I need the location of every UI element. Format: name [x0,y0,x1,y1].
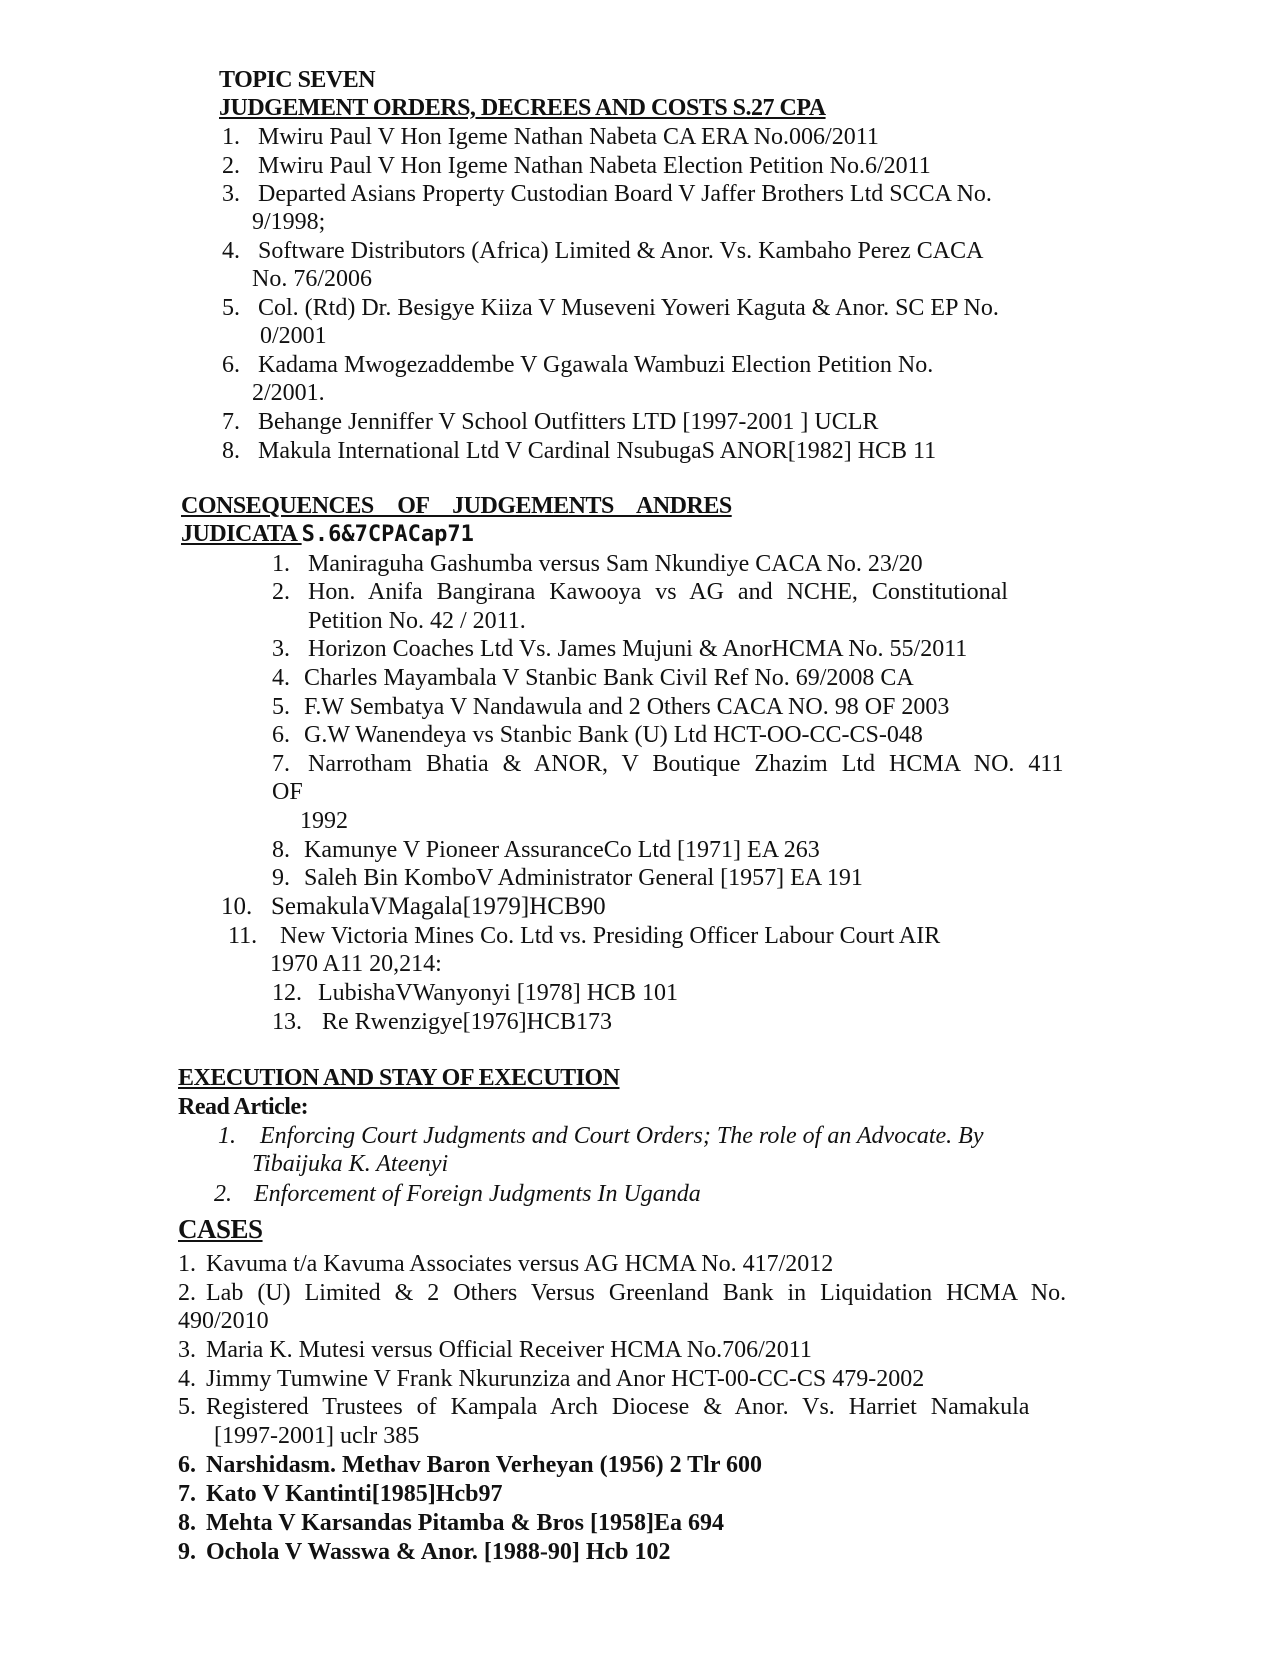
list-item: 7. Narrotham Bhatia & ANOR, V Boutique Zhazim Ltd HCMA NO. 411 [272,751,1064,777]
article-item: 2. Enforcement of Foreign Judgments In Uganda [214,1181,701,1207]
list-item-continuation: 1992 [300,808,348,834]
case-item: 4. Jimmy Tumwine V Frank Nkurunziza and Anor HCT-00-CC-CS 479-2002 [178,1366,925,1392]
list-item: 13. Re Rwenzigye[1976]HCB173 [272,1009,612,1035]
list-item: 11. New Victoria Mines Co. Ltd vs. Presiding Officer Labour Court AIR [228,923,941,949]
section3-title: EXECUTION AND STAY OF EXECUTION [178,1065,620,1091]
topic-heading: TOPIC SEVEN [219,67,376,93]
list-item: 3. Horizon Coaches Ltd Vs. James Mujuni & AnorHCMA No. 55/2011 [272,636,968,662]
list-item: 2. Mwiru Paul V Hon Igeme Nathan Nabeta Election Petition No.6/2011 [222,153,931,179]
cases-heading: CASES [178,1214,263,1244]
case-item: 5. Registered Trustees of Kampala Arch Diocese & Anor. Vs. Harriet Namakula [178,1394,1030,1420]
list-item-continuation: 9/1998; [252,209,326,235]
list-item: 4. Charles Mayambala V Stanbic Bank Civil Ref No. 69/2008 CA [272,665,914,691]
list-item: 3. Departed Asians Property Custodian Board V Jaffer Brothers Ltd SCCA No. [222,181,992,207]
list-item: 10. SemakulaVMagala[1979]HCB90 [221,893,606,920]
list-item: 6. G.W Wanendeya vs Stanbic Bank (U) Ltd HCT-OO-CC-CS-048 [272,722,923,748]
case-item: 3. Maria K. Mutesi versus Official Receiver HCMA No.706/2011 [178,1337,812,1363]
list-item: 1. Mwiru Paul V Hon Igeme Nathan Nabeta CA ERA No.006/2011 [222,124,879,150]
list-item: 1. Maniraguha Gashumba versus Sam Nkundiye CACA No. 23/20 [272,551,923,577]
section1-title: JUDGEMENT ORDERS, DECREES AND COSTS S.27 CPA [219,95,826,121]
list-item: 6. Kadama Mwogezaddembe V Ggawala Wambuzi Election Petition No. [222,352,934,378]
case-item: 7. Kato V Kantinti[1985]Hcb97 [178,1481,503,1507]
list-item: 2. Hon. Anifa Bangirana Kawooya vs AG and NCHE, Constitutional [272,579,1008,605]
list-item-continuation: Petition No. 42 / 2011. [308,608,526,634]
list-item: 5. F.W Sembatya V Nandawula and 2 Others CACA NO. 98 OF 2003 [272,694,950,720]
list-item-continuation: OF [272,779,303,805]
list-item-continuation: No. 76/2006 [252,266,372,292]
list-item-continuation: 1970 A11 20,214: [270,951,442,977]
list-item-continuation: 2/2001. [252,380,325,406]
case-item: 9. Ochola V Wasswa & Anor. [1988-90] Hcb 102 [178,1539,671,1565]
article-item: 1. Enforcing Court Judgments and Court Orders; The role of an Advocate. By [218,1123,984,1149]
case-item: 1. Kavuma t/a Kavuma Associates versus AG HCMA No. 417/2012 [178,1251,834,1277]
case-item-continuation: 490/2010 [178,1308,269,1334]
list-item: 7. Behange Jenniffer V School Outfitters LTD [1997-2001 ] UCLR [222,409,879,435]
list-item: 12. LubishaVWanyonyi [1978] HCB 101 [272,980,679,1006]
list-item-continuation: 0/2001 [260,323,327,349]
case-item: 8. Mehta V Karsandas Pitamba & Bros [1958]Ea 694 [178,1510,725,1536]
list-item: 9. Saleh Bin KomboV Administrator General [1957] EA 191 [272,865,863,891]
list-item: 5. Col. (Rtd) Dr. Besigye Kiiza V Museveni Yoweri Kaguta & Anor. SC EP No. [222,295,999,321]
list-item: 8. Makula International Ltd V Cardinal NsubugaS ANOR[1982] HCB 11 [222,438,937,464]
case-item-continuation: [1997-2001] uclr 385 [214,1423,420,1449]
case-item: 6. Narshidasm. Methav Baron Verheyan (1956) 2 Tlr 600 [178,1452,763,1478]
case-item: 2. Lab (U) Limited & 2 Others Versus Greenland Bank in Liquidation HCMA No. [178,1280,1067,1306]
read-article-label: Read Article: [178,1094,309,1120]
list-item: 8. Kamunye V Pioneer AssuranceCo Ltd [1971] EA 263 [272,837,820,863]
section2-title: CONSEQUENCES OF JUDGEMENTS ANDRES [181,493,732,519]
article-item-continuation: Tibaijuka K. Ateenyi [252,1151,449,1177]
list-item: 4. Software Distributors (Africa) Limited & Anor. Vs. Kambaho Perez CACA [222,238,984,264]
section2-title-line2: JUDICATA S.6&7CPACap71 [181,521,474,547]
